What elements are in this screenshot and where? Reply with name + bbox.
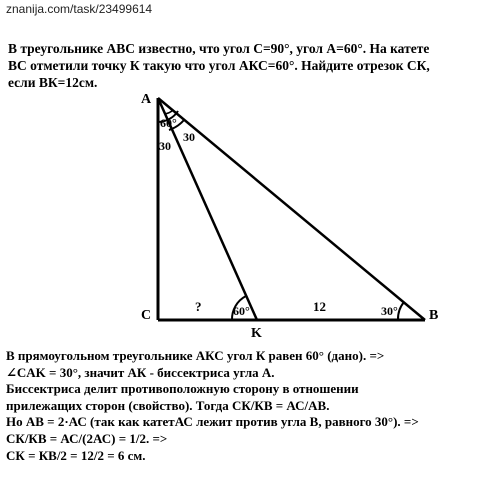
arc-angle-a-inner [165, 111, 172, 114]
label-segment-ck: ? [195, 299, 202, 314]
label-angle-kab: 30 [183, 130, 195, 144]
label-vertex-c: C [141, 308, 152, 323]
label-angle-a: 60° [160, 116, 177, 130]
source-url[interactable]: znanija.com/task/23499614 [6, 2, 153, 16]
label-segment-kb: 12 [313, 299, 326, 314]
solution-line: Но АВ = 2·АС (так как катетАС лежит против угла В, равного 30°). => [6, 414, 419, 430]
label-vertex-a: A [141, 92, 152, 107]
problem-line: ВС отметили точку К такую что угол АКС=60°. Найдите отрезок СК, [8, 58, 430, 73]
label-angle-b: 30° [381, 304, 398, 318]
solution-line: СК/КВ = АС/(2АС) = 1/2. => [6, 430, 168, 446]
solution-line: ∠CAK = 30°, значит АК - биссектриса угла А. [6, 364, 275, 380]
solution-line: Биссектриса делит противоположную сторону в отношении [6, 381, 359, 397]
solution-line: В прямоугольном треугольнике АКС угол К равен 60° (дано). => [6, 348, 385, 363]
label-angle-akc: 60° [233, 304, 250, 318]
solution-line: СК = КВ/2 = 12/2 = 6 см. [6, 447, 146, 463]
label-angle-cak: 30 [159, 139, 171, 153]
label-vertex-b: B [429, 308, 439, 323]
side-ab [158, 98, 425, 320]
segment-ak [158, 98, 257, 320]
arc-angle-b [398, 302, 404, 320]
label-vertex-k: K [251, 326, 262, 341]
solution-text [6, 348, 496, 464]
problem-line: В треугольнике ABC известно, что угол С=90°, угол А=60°. На катете [8, 41, 430, 56]
problem-line: если ВК=12см. [8, 75, 98, 90]
solution-line: прилежащих сторон (свойство). Тогда СК/КВ = АС/АВ. [6, 397, 330, 413]
